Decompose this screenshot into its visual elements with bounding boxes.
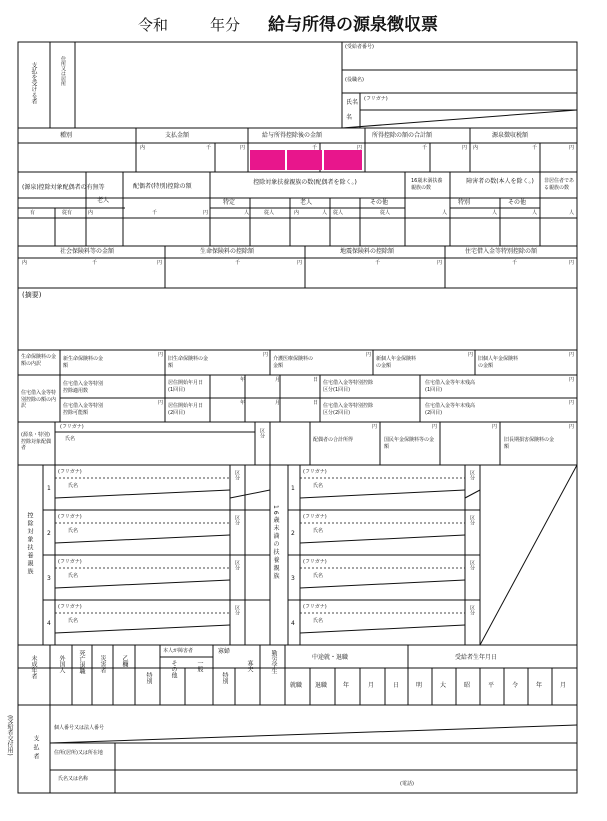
position-label: (役職名) [345, 77, 364, 83]
reiwa-label-2: 令 [512, 682, 519, 689]
kanou-label: 住宅借入金等特別控除可能額 [63, 403, 104, 416]
spouse-furigana: (フリガナ) [60, 424, 84, 430]
en-mark-7: 円 [297, 260, 303, 266]
family-number: 3 [291, 575, 295, 582]
family-furigana: (フリガナ) [303, 604, 327, 610]
jishin-header: 地震保険料の控除額 [340, 248, 395, 255]
family-kubun: 区分 [469, 470, 475, 480]
tokutei-label: 特定 [223, 199, 236, 206]
jin-mark-5: 人 [532, 210, 538, 216]
ju-jin-mark-2: 従人 [333, 210, 344, 216]
zandaka-1-label: 住宅借入金等年末残高(1回目) [425, 380, 476, 393]
fuyo-shinzoku-header: 控除対象扶養親族の数(配偶者を除く。) [253, 179, 357, 186]
kubun-1-label: 住宅借入金等特別控除区分(1回目) [323, 380, 374, 393]
uchi-mark: 内 [140, 145, 146, 151]
family-number: 1 [291, 485, 295, 492]
ju-jin-mark-1: 従人 [264, 210, 275, 216]
gensen-header: 源泉徴収税額 [492, 132, 529, 139]
page-title: 給与所得の源泉徴収票 [268, 15, 438, 35]
tokubetsu-flag: 特別 [145, 672, 152, 684]
en-mark-12: 円 [366, 352, 372, 358]
family-furigana: (フリガナ) [303, 559, 327, 565]
gaikokujin-label: 外国人 [58, 655, 65, 673]
uchi-mark-2: 内 [473, 145, 479, 151]
tokubetsu-flag-2: 特別 [221, 672, 228, 684]
tekiyo-su-label: 住宅借入金等特別控除適用数 [63, 381, 104, 394]
uchi-mark-5: 内 [22, 260, 28, 266]
miseinen-label: 未成年者 [30, 655, 37, 679]
family-shimei: 氏名 [313, 483, 324, 489]
kyu-seimei-label: 旧生命保険料の金額 [168, 356, 209, 369]
family-number: 1 [47, 485, 51, 492]
kyojyu-2-label: 居住開始年月日(2回目) [168, 403, 204, 416]
jukyusha-label: 受給者生年月日 [455, 654, 498, 661]
jin-mark-6: 人 [569, 210, 575, 216]
kyuyo-kojo-header: 給与所得控除後の金額 [262, 132, 323, 139]
nen-mark-2: 年 [240, 400, 246, 406]
family-furigana: (フリガナ) [303, 514, 327, 520]
spouse-gokei-shotoku: 配偶者の合計所得 [313, 437, 354, 443]
jutaku-header: 住宅借入金等特別控除の額 [465, 248, 538, 255]
kokumin-nenkin-label: 国民年金保険料等の金額 [384, 437, 435, 450]
showa-label: 昭 [464, 682, 471, 689]
sen-mark-7: 千 [235, 260, 241, 266]
hi-mark-2: 日 [313, 400, 319, 406]
spouse-shimei: 氏名 [65, 436, 76, 442]
family-shimei: 氏名 [313, 528, 324, 534]
taishoku-label: 退職 [315, 682, 328, 689]
en-mark-2: 円 [357, 145, 363, 151]
en-mark-14: 円 [569, 352, 575, 358]
kinro-flag: 勤労学生 [270, 650, 277, 674]
family-number: 4 [47, 620, 51, 627]
rojin-label-2: 老人 [300, 199, 313, 206]
kaigo-label: 介護医療保険料の金額 [273, 356, 314, 369]
hikyojusha-header: 非居住者である親族の数 [544, 178, 575, 191]
sonota-label-2: その他 [508, 199, 527, 206]
sen-mark-9: 千 [512, 260, 518, 266]
fuyo-left-label: 控除対象扶養親族 [26, 512, 33, 576]
tekiyo-label: (摘要) [22, 291, 42, 299]
tsuki-mark-1: 月 [275, 377, 281, 383]
en-mark-3: 円 [462, 145, 468, 151]
otsu-label: 乙欄 [121, 655, 128, 667]
en-mark-6: 円 [157, 260, 163, 266]
en-mark-5: 円 [203, 210, 209, 216]
payer-name-label: 氏名又は名称 [58, 776, 89, 782]
nenbun-label: 年分 [210, 16, 241, 34]
family-kubun: 区分 [469, 515, 475, 525]
shogaisha-header: 障害者の数(本人を除く。) [466, 178, 534, 185]
en-mark-20: 円 [492, 424, 498, 430]
family-kubun: 区分 [469, 560, 475, 570]
kojo-gokei-header: 所得控除の額の合計額 [372, 132, 433, 139]
chuto-label: 中途就・退職 [312, 654, 349, 661]
issue-copy-label: (受給者交付用) [6, 715, 13, 756]
en-mark-11: 円 [263, 352, 269, 358]
en-mark-10: 円 [158, 352, 164, 358]
kafu2-flag: 寡夫 [246, 660, 253, 672]
ju-jin-mark-3: 従人 [380, 210, 391, 216]
kyu-nenkin-label: 旧個人年金保険料の金額 [478, 356, 519, 369]
address-label: 住所又は居所 [60, 56, 66, 86]
fuyo-right-label: 16歳未満の扶養親族 [272, 505, 279, 581]
sonota-label: その他 [370, 199, 389, 206]
hi-mark-1: 日 [313, 377, 319, 383]
reiwa-label: 令和 [138, 16, 169, 34]
en-mark-9: 円 [569, 260, 575, 266]
saigai-label: 災害者 [99, 655, 106, 673]
kafu-flag: 寡婦 [218, 648, 231, 655]
haigusha-umu-header: (源泉)控除対象配偶者の有無等 [22, 184, 105, 191]
jutei-label: 従有 [62, 210, 73, 216]
en-mark-13: 円 [468, 352, 474, 358]
recipient-number-label: (受給者番号) [345, 44, 374, 50]
family-number: 2 [47, 530, 51, 537]
kyojyu-1-label: 居住開始年月日(1回目) [168, 380, 204, 393]
uchi-mark-4: 内 [88, 210, 94, 216]
kojin-bango-label: 個人番号又は法人番号 [54, 725, 105, 731]
seimei-header: 生命保険料の控除額 [200, 248, 255, 255]
sen-mark-3: 千 [422, 145, 428, 151]
family-kubun: 区分 [234, 605, 240, 615]
nen-label: 年 [343, 682, 350, 689]
kyu-choki-label: 旧長期損害保険料の金額 [504, 437, 555, 450]
tokubetsu-label: 特別 [458, 199, 471, 206]
en-mark-17: 円 [158, 400, 164, 406]
shubetsu-header: 種別 [60, 132, 73, 139]
payer-label: 支払者 [32, 735, 39, 762]
shin-seimei-label: 新生命保険料の金額 [63, 356, 104, 369]
taisho-label: 大 [440, 682, 447, 689]
family-shimei: 氏名 [68, 618, 79, 624]
jin-mark-4: 人 [492, 210, 498, 216]
family-kubun: 区分 [469, 605, 475, 615]
family-shimei: 氏名 [313, 573, 324, 579]
family-furigana: (フリガナ) [58, 604, 82, 610]
name-char: 名 [346, 114, 353, 121]
shiharai-header: 支払金額 [165, 132, 190, 139]
shin-nenkin-label: 新個人年金保険料の金額 [376, 356, 417, 369]
seimei-breakdown-label: 生命保険料の金額の内訳 [21, 354, 57, 367]
name-label: 氏名 [346, 99, 359, 106]
sen-mark-8: 千 [375, 260, 381, 266]
sen-mark-2: 千 [312, 145, 318, 151]
family-kubun: 区分 [234, 515, 240, 525]
jin-mark-3: 人 [442, 210, 448, 216]
spouse-kubun: 区分 [259, 428, 265, 438]
family-furigana: (フリガナ) [303, 469, 327, 475]
jin-mark-1: 人 [244, 210, 250, 216]
family-kubun: 区分 [234, 470, 240, 480]
highlight-cells [250, 150, 362, 170]
haigusha-tokubetsu-header: 配偶者(特別)控除の額 [133, 183, 192, 190]
recipient-label: 支払を受ける者 [30, 62, 37, 104]
phone-label: (電話) [400, 781, 414, 787]
honnin-shogai-label: 本人が障害者 [163, 648, 194, 654]
nen-label-2: 年 [536, 682, 543, 689]
family-number: 3 [47, 575, 51, 582]
family-furigana: (フリガナ) [58, 514, 82, 520]
family-number: 4 [291, 620, 295, 627]
shakai-header: 社会保険料等の金額 [60, 248, 115, 255]
sen-mark: 千 [206, 145, 212, 151]
tsuki-label-2: 月 [560, 682, 567, 689]
spouse-label: (源泉・特別)控除対象配偶者 [21, 432, 52, 451]
heisei-label: 平 [488, 682, 495, 689]
u-label: 有 [30, 210, 36, 216]
sen-mark-4: 千 [532, 145, 538, 151]
en-mark-19: 円 [432, 424, 438, 430]
en-mark-21: 円 [569, 424, 575, 430]
jutaku-breakdown-label: 住宅借入金等特別控除の額の内訳 [21, 390, 57, 409]
family-furigana: (フリガナ) [58, 469, 82, 475]
rojin-header: 老人 [97, 197, 110, 204]
meiji-label: 明 [416, 682, 423, 689]
zandaka-2-label: 住宅借入金等年末残高(2回目) [425, 403, 476, 416]
en-mark-16: 円 [569, 400, 575, 406]
uchi-mark-3: 内 [294, 210, 300, 216]
ippan-flag: 一般 [196, 660, 203, 672]
family-shimei: 氏名 [68, 573, 79, 579]
family-shimei: 氏名 [68, 483, 79, 489]
en-mark-8: 円 [437, 260, 443, 266]
family-kubun: 区分 [234, 560, 240, 570]
en-mark: 円 [240, 145, 246, 151]
sen-mark-5: 千 [152, 210, 158, 216]
shibo-label: 死亡退職 [78, 650, 85, 674]
hi-label: 日 [393, 682, 400, 689]
family-furigana: (フリガナ) [58, 559, 82, 565]
kubun-2-label: 住宅借入金等特別控除区分(2回目) [323, 403, 374, 416]
tsuki-mark-2: 月 [275, 400, 281, 406]
en-mark-15: 円 [569, 377, 575, 383]
tsuki-label: 月 [368, 682, 375, 689]
en-mark-4: 円 [569, 145, 575, 151]
family-number: 2 [291, 530, 295, 537]
furigana-label: (フリガナ) [364, 96, 388, 102]
u16-header: 16歳未満扶養親族の数 [411, 178, 443, 191]
shushoku-label: 就職 [290, 682, 303, 689]
sonota-flag: その他 [170, 660, 177, 678]
jin-mark-2: 人 [322, 210, 328, 216]
en-mark-18: 円 [372, 424, 378, 430]
nen-mark-1: 年 [240, 377, 246, 383]
family-shimei: 氏名 [313, 618, 324, 624]
payer-address-label: 住所(居所)又は所在地 [54, 750, 103, 756]
family-shimei: 氏名 [68, 528, 79, 534]
sen-mark-6: 千 [92, 260, 98, 266]
